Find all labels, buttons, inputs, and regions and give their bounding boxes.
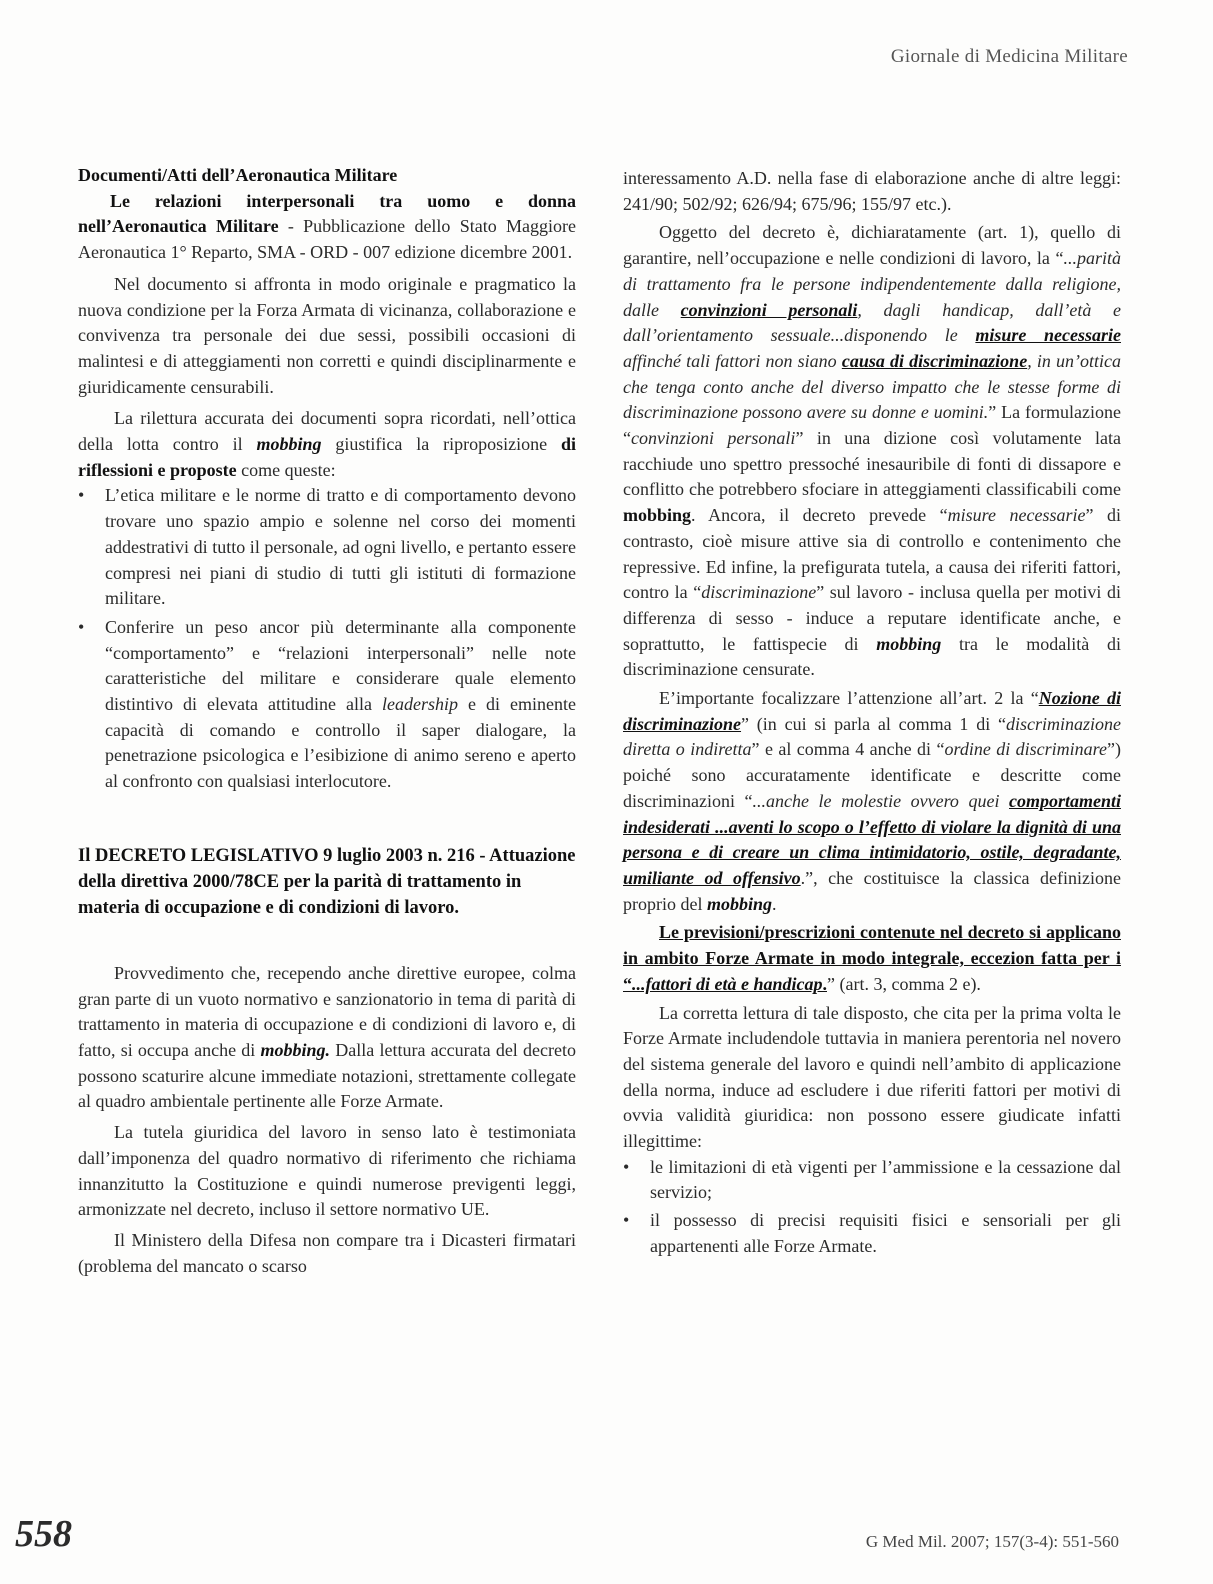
bullet-item: • Conferire un peso ancor più determinante alla componente “comportamento” e “relazioni interpersonali” nelle note caratteristiche del militare e considerare quale elemento distintivo di elevata attitudine alla leadership e di eminente capacità di comando e controllo il saper dialogare, la penetrazione psicologica e l’esibizione di animo sereno e aperto al confronto con qualsiasi interlocutore. [78, 615, 576, 795]
paragraph: La corretta lettura di tale disposto, che cita per la prima volta le Forze Armate includendole tuttavia in maniera perentoria nel novero del sistema generale del lavoro e quindi nell’ambito di applicazione della norma, induce ad escludere i due riferiti fattori per motivi di ovvia validità giuridica: non possono essere giudicate infatti illegittime: [623, 1002, 1121, 1152]
doc-reference [78, 163, 576, 266]
bullet-item: • il possesso di precisi requisiti fisici e sensoriali per gli appartenenti alle Forze Armate. [623, 1208, 1121, 1259]
paragraph: Il Ministero della Difesa non compare tra i Dicasteri firmatari (problema del mancato o scarso [78, 1229, 576, 1276]
paragraph: La tutela giuridica del lavoro in senso lato è testimoniata dall’imponenza del quadro normativo di riferimento che richiama innanzitutto la Costituzione e quindi numerose previgenti leggi, armonizzate nel decreto, incluso il settore normativo UE. [78, 1122, 576, 1220]
doc-label: Documenti/Atti dell’Aeronautica Militare [78, 165, 398, 185]
paragraph: interessamento A.D. nella fase di elaborazione anche di altre leggi: 241/90; 502/92; 626/94; 675/96; 155/97 etc.). [623, 168, 1121, 214]
bullet-item: • L’etica militare e le norme di tratto e di comportamento devono trovare uno spazio ampio e solenne nel corso dei momenti addestrativi di tutto il personale, ad ogni livello, e pertanto essere compresi nei piani di studio di tutti gli istituti di formazione militare. [78, 483, 576, 612]
page-number: 558 [15, 1513, 72, 1555]
paragraph: Le previsioni/prescrizioni contenute nel decreto si applicano in ambito Forze Armate in modo integrale, eccezion fatta per i “...fattori di età e handicap.” (art. 3, comma 2 e). [623, 922, 1121, 994]
bullet-item: • le limitazioni di età vigenti per l’ammissione e la cessazione dal servizio; [623, 1155, 1121, 1206]
paragraph: Nel documento si affronta in modo originale e pragmatico la nuova condizione per la Forza Armata di vicinanza, collaborazione e convivenza tra personale dei due sessi, possibili occasioni di malintesi e di atteggiamenti non corretti e quindi disciplinarmente e giuridicamente censurabili. [78, 273, 576, 397]
doc-source: - Pubblicazione dello Stato Maggiore Aeronautica 1° Reparto, SMA - ORD - 007 edizione dicembre 2001. [78, 216, 577, 263]
paragraph: Provvedimento che, recependo anche direttive europee, colma gran parte di un vuoto normativo e sanzionatorio in tema di parità di trattamento in materia di occupazione e di condizioni di lavoro e, di fatto, si occupa anche di mobbing. Dalla lettura accurata del decreto possono scaturire alcune immediate notazioni, strettamente collegate al quadro ambientale pertinente alle Forze Armate. [78, 962, 576, 1112]
paragraph: Oggetto del decreto è, dichiaratamente (art. 1), quello di garantire, nell’occupazione e nelle condizioni di lavoro, la “...parità di trattamento fra le persone indipendentemente dalla religione, dalle convinzioni personali, dagli handicap, dall’età e dall’orientamento sessuale...disponendo le misure necessarie affinché tali fattori non siano causa di discriminazione, in un’ottica che tenga conto anche del diverso impatto che le stesse forme di discriminazione possono avere su donne e uomini.” La formulazione “convinzioni personali” in una dizione così volutamente lata racchiude uno spettro pressoché inesauribile di fonti di dissapore e conflitto che potrebbero sfociare in atteggiamenti classificabili come mobbing. Ancora, il decreto prevede “misure necessarie” di contrasto, cioè misure attive sia di controllo e contenimento che repressive. Ed infine, la prefigurata tutela, a causa dei riferiti fattori, contro la “discriminazione” sul lavoro - inclusa quella per motivi di differenza di sesso - induce a reputare identificate anche, e soprattutto, le fattispecie di mobbing tra le modalità di discriminazione censurate. [623, 222, 1122, 680]
journal-title: Giornale di Medicina Militare [890, 46, 1128, 67]
left-column [78, 163, 576, 1279]
section-heading: Il DECRETO LEGISLATIVO 9 luglio 2003 n. 216 - Attuazione della direttiva 2000/78CE per la parità di trattamento in materia di occupazione e di condizioni di lavoro. [78, 845, 576, 918]
paragraph: La rilettura accurata dei documenti sopra ricordati, nell’ottica della lotta contro il mobbing giustifica la riproposizione di riflessioni e proposte come queste: [78, 408, 576, 480]
journal-citation: G Med Mil. 2007; 157(3-4): 551-560 [865, 1532, 1119, 1551]
paragraph: E’importante focalizzare l’attenzione all’art. 2 la “Nozione di discriminazione” (in cui si parla al comma 1 di “discriminazione diretta o indiretta” e al comma 4 anche di “ordine di discriminare”) poiché sono accuratamente identificate e descritte come discriminazioni “...anche le molestie ovvero quei comportamenti indesiderati ...aventi lo scopo o l’effetto di violare la dignità di una persona e di creare un clima intimidatorio, ostile, degradante, umiliante od offensivo.”, che costituisce la classica definizione proprio del mobbing. [623, 688, 1121, 914]
right-column [623, 166, 1121, 1260]
doc-title: Le relazioni interpersonali tra uomo e donna nell’Aeronautica Militare [78, 190, 576, 237]
